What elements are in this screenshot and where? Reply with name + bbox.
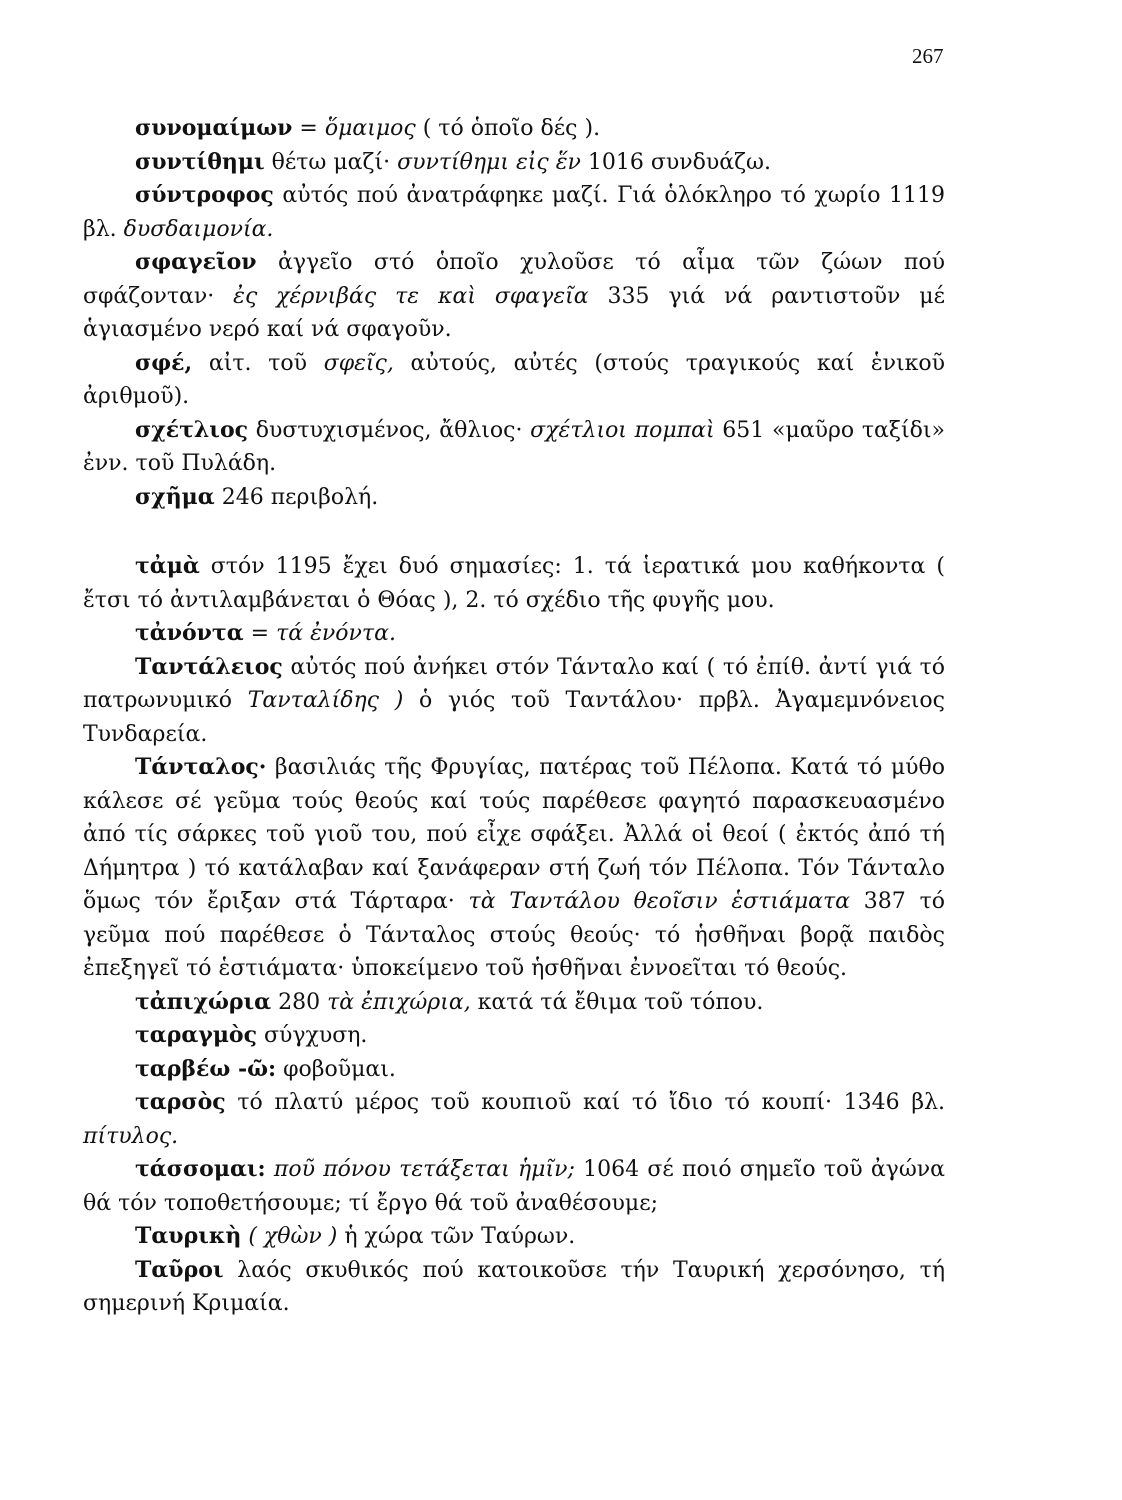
entry-headword: σφαγεῖον xyxy=(135,249,257,275)
glossary-entry xyxy=(83,651,945,752)
glossary-entry xyxy=(83,986,945,1020)
entry-rest: 1016 συνδυάζω. xyxy=(580,149,771,175)
entry-headword: συντίθημι xyxy=(135,148,265,175)
glossary-entry xyxy=(83,481,945,515)
glossary-entry xyxy=(83,179,945,246)
entry-italic: ἐς χέρνιβάς τε καὶ σφαγεῖα xyxy=(233,283,589,309)
entry-italic: συντίθημι εἰς ἕν xyxy=(397,149,581,175)
glossary-entry xyxy=(83,414,945,481)
entry-rest: ( τό ὁποῖο δές ). xyxy=(415,116,601,141)
entry-text: στόν 1195 ἔχει δυό σημασίες: 1. τά ἱερατικά μου καθήκοντα ( ἔτσι τό ἀντιλαμβάνεται ὁ Θόας ), 2. τό σχέδιο τῆς φυγῆς μου. xyxy=(83,554,945,613)
entry-rest: 335 γιά νά ραντιστοῦν μέ ἁγιασμένο νερό καί νά σφαγοῦν. xyxy=(83,283,945,342)
entry-headword: σχῆμα xyxy=(135,483,215,510)
glossary-entry xyxy=(83,1053,945,1087)
glossary-entry xyxy=(83,550,945,617)
entry-headword: συνομαίμων xyxy=(135,115,293,141)
entry-italic: τά ἐνόντα. xyxy=(276,621,396,646)
entry-headword: τάσσομαι: xyxy=(135,1156,266,1182)
entry-text xyxy=(266,1157,274,1182)
entry-italic: πίτυλος. xyxy=(83,1123,179,1149)
entry-rest: ἡ χώρα τῶν Ταύρων. xyxy=(337,1224,576,1249)
entry-headword: σχέτλιος xyxy=(135,416,249,443)
entry-text: 246 περιβολή. xyxy=(214,484,379,510)
entry-headword: Ταῦροι xyxy=(135,1256,224,1283)
entry-italic: τὰ ἐπιχώρια, xyxy=(327,989,471,1015)
entry-headword: ταραγμὸς xyxy=(135,1022,257,1048)
entry-headword: τἀμὰ xyxy=(135,553,200,579)
entry-headword: ταρσὸς xyxy=(135,1089,226,1115)
entry-italic: Τανταλίδης ) xyxy=(247,688,404,713)
glossary-entry xyxy=(83,112,945,146)
entry-rest: ὁ γιός τοῦ Ταντάλου· πρβλ. Ἀγαμεμνόνειος Τυνδαρεία. xyxy=(83,688,945,747)
entry-text: λαός σκυθικός πού κατοικοῦσε τήν Ταυρική χερσόνησο, τή σημερινή Κριμαία. xyxy=(83,1257,945,1316)
entry-italic: ποῦ πόνου τετάξεται ἡμῖν; xyxy=(273,1157,575,1182)
glossary-entry xyxy=(83,1220,945,1254)
entry-text: βασιλιάς τῆς Φρυγίας, πατέρας τοῦ Πέλοπα. Κατά τό μύθο κάλεσε σέ γεῦμα τούς θεούς καί τούς παρέθεσε φαγητό παρασκευασμένο ἀπό τίς σάρκες τοῦ γιοῦ του, πού εἶχε σφάξει. Ἀλλά οἱ θεοί ( ἐκτός ἀπό τή Δήμητρα ) τό κατάλαβαν καί ξανάφεραν στή ζωή τόν Πέλοπα. Τόν Τάνταλο ὅμως τόν ἔριξαν στά Τάρταρα· xyxy=(83,755,945,914)
entry-rest: αὐτούς, αὐτές (στούς τραγικούς καί ἑνικοῦ ἀριθμοῦ). xyxy=(83,350,945,409)
glossary-entry xyxy=(83,751,945,986)
entry-headword: Ταυρικὴ xyxy=(135,1223,242,1249)
glossary-entry xyxy=(83,1254,945,1321)
glossary-entry xyxy=(83,347,945,414)
glossary-body xyxy=(83,112,945,1321)
entry-italic: σφεῖς, xyxy=(323,350,394,376)
entry-rest: 1064 σέ ποιό σημεῖο τοῦ ἀγώνα θά τόν τοποθετήσουμε; τί ἔργο θά τοῦ ἀναθέσουμε; xyxy=(83,1157,946,1216)
entry-rest: κατά τά ἔθιμα τοῦ τόπου. xyxy=(470,989,764,1015)
glossary-entry xyxy=(83,1086,945,1153)
entry-text: θέτω μαζί· xyxy=(264,149,398,175)
entry-italic: ( χθὼν ) xyxy=(248,1224,338,1249)
entry-text: 280 xyxy=(271,989,328,1015)
entry-headword: σφέ, xyxy=(135,349,193,376)
entry-text: τό πλατύ μέρος τοῦ κουπιοῦ καί τό ἴδιο τό κουπί· 1346 βλ. xyxy=(225,1090,945,1115)
entry-italic: ὅμαιμος xyxy=(324,116,416,141)
glossary-entry xyxy=(83,246,945,347)
entry-text: αἰτ. τοῦ xyxy=(192,350,324,376)
entry-rest: 651 «μαῦρο ταξίδι» ἐνν. τοῦ Πυλάδη. xyxy=(83,417,945,476)
glossary-entry xyxy=(83,1019,945,1053)
entry-text: = xyxy=(243,621,277,646)
entry-headword: Ταντάλειος xyxy=(135,653,283,680)
entry-rest: 387 τό γεῦμα πού παρέθεσε ὁ Τάνταλος στούς θεούς· τό ἡσθῆναι βορᾷ παιδὸς ἐπεξηγεῖ τό ἑστιάματα· ὑποκείμενο τοῦ ἡσθῆναι ἐννοεῖται τό θεούς. xyxy=(83,889,945,981)
entry-text: αὐτός πού ἀνήκει στόν Τάνταλο καί ( τό ἐπίθ. ἀντί γιά τό πατρωνυμικό xyxy=(83,654,945,713)
glossary-entry xyxy=(83,1153,945,1220)
entry-headword: ταρβέω -ῶ: xyxy=(135,1055,277,1082)
entry-text: δυστυχισμένος, ἄθλιος· xyxy=(248,417,531,443)
entry-text: σύγχυση. xyxy=(257,1023,368,1048)
glossary-entry xyxy=(83,146,945,180)
entry-headword: τἀπιχώρια xyxy=(135,988,272,1015)
page-number: 267 xyxy=(912,44,944,68)
entry-text: = xyxy=(292,116,325,141)
entry-text: φοβοῦμαι. xyxy=(276,1056,396,1082)
entry-headword: σύντροφος xyxy=(135,182,274,208)
entry-text: ἀγγεῖο στό ὁποῖο χυλοῦσε τό αἷμα τῶν ζώων πού σφάζονταν· xyxy=(83,250,945,309)
entry-headword: τἀνόντα xyxy=(135,620,244,646)
entry-italic: δυσδαιμονία. xyxy=(123,216,274,242)
entry-italic: τὰ Ταντάλου θεοῖσιν ἑστιάματα xyxy=(468,889,851,914)
entry-text: αὐτός πού ἀνατράφηκε μαζί. Γιά ὁλόκληρο τό χωρίο 1119 βλ. xyxy=(83,183,945,242)
entry-headword: Τάνταλος· xyxy=(135,754,267,780)
glossary-entry xyxy=(83,617,945,651)
entry-italic: σχέτλιοι πομπαὶ xyxy=(530,417,715,443)
